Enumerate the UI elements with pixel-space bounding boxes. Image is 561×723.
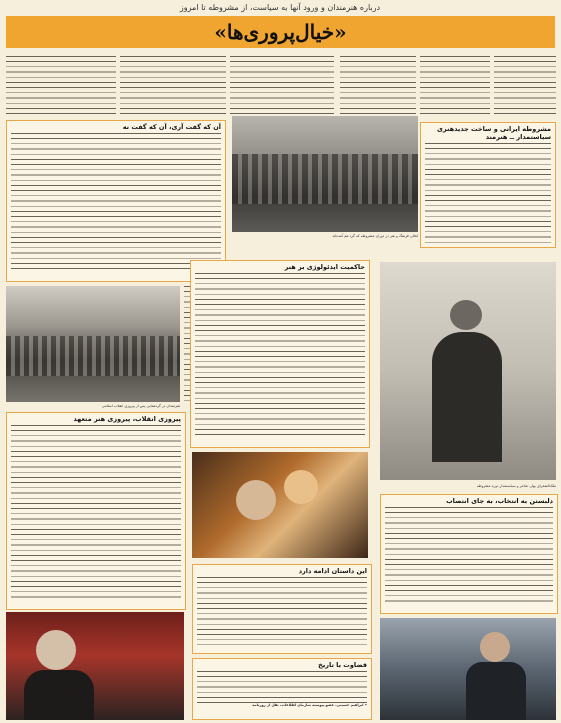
color-photo: [192, 452, 368, 558]
text-column: [6, 56, 116, 114]
article-box: [190, 260, 370, 448]
article-box: [192, 658, 372, 720]
election-photo: [380, 618, 556, 720]
page-title: «خیال‌پروری‌ها»: [214, 20, 347, 44]
footer-credit: • ابراهیم حسینی، عضو پیوسته سازمان اطلاعات، نقل از روزنامه: [252, 703, 367, 707]
portrait-photo: [380, 262, 556, 480]
header-kicker: درباره هنرمندان و ورود آنها به سیاست، از مشروطه تا امروز: [179, 3, 381, 12]
article-box: [380, 494, 558, 614]
text-column: [230, 56, 334, 114]
photo-caption: هنرمندان در گردهمایی پس از پیروزی انقلاب اسلامی: [101, 404, 180, 408]
article-heading: مشروطه ایرانی و ساخت جدیدهنری سیاستمدار ــ هنرمند: [436, 125, 551, 141]
article-heading: حاکمیت ایدئولوژی بر هنر: [284, 263, 365, 271]
article-heading: دلبستن به انتخاب، به جای انتصاب: [446, 497, 553, 505]
text-column: [420, 56, 490, 118]
man-with-cap-photo: [6, 612, 184, 720]
text-column: [120, 56, 226, 114]
article-heading: قضاوت با تاریخ: [318, 661, 367, 669]
article-heading: آن که گفت آری، آن که گفت نه: [122, 123, 221, 131]
article-box: [6, 120, 226, 282]
photo-caption: ملک‌الشعرای بهار، شاعر و سیاستمدار دوره مشروطه: [476, 484, 556, 488]
meeting-photo: [6, 286, 180, 402]
article-box: [6, 412, 186, 610]
article-heading: پیروزی انقلاب، پیروزی هنر متعهد: [73, 415, 181, 423]
text-column: [494, 56, 556, 118]
group-photo: [232, 116, 418, 232]
title-banner: [6, 16, 555, 48]
photo-caption: اهالی فرهنگ و هنر در دوران مشروطه که گرد هم آمده‌اند: [332, 234, 418, 238]
article-box: [420, 122, 556, 248]
article-box: [192, 564, 372, 654]
article-heading: این داستان ادامه دارد: [298, 567, 367, 575]
text-column: [340, 56, 416, 118]
